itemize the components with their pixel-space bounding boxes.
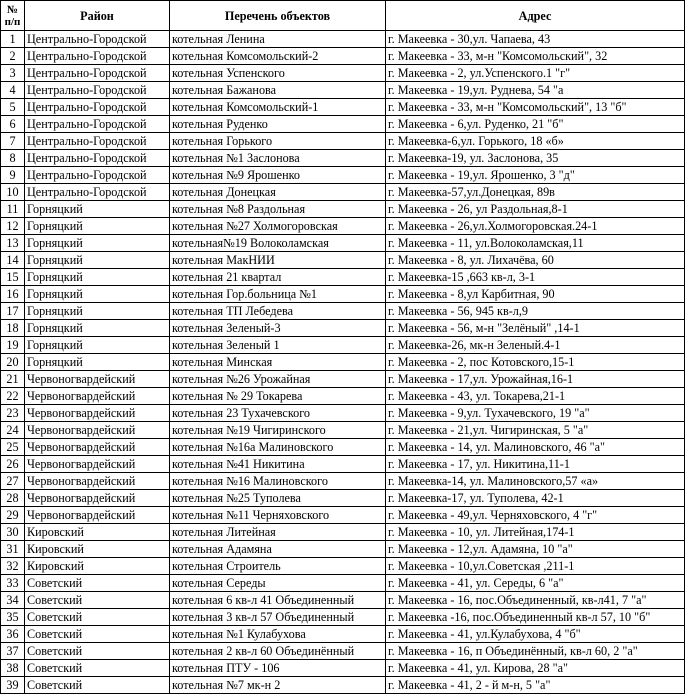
row-number: 23 [1,405,25,422]
row-object: котельная 2 кв-л 60 Объединённый [170,643,386,660]
row-object: котельная Литейная [170,524,386,541]
table-row [1,422,685,439]
row-address: г. Макеевка - 26,ул.Холмогоровская.24-1 [386,218,685,235]
row-district: Червоногвардейский [25,388,170,405]
row-district: Горняцкий [25,218,170,235]
row-address: г. Макеевка-15 ,663 кв-л, 3-1 [386,269,685,286]
row-number: 10 [1,184,25,201]
row-address: г. Макеевка - 14, ул. Малиновского, 46 "а" [386,439,685,456]
row-address: г. Макеевка - 16, п Объединённый, кв-л 60, 2 "а" [386,643,685,660]
row-number: 16 [1,286,25,303]
row-address: г. Макеевка - 56, 945 кв-л,9 [386,303,685,320]
row-address: г. Макеевка-14, ул. Малиновского,57 «а» [386,473,685,490]
table-row [1,388,685,405]
header-address: Адрес [386,1,685,31]
row-object: котельная Гор.больница №1 [170,286,386,303]
row-district: Советский [25,626,170,643]
row-address: г. Макеевка-19, ул. Заслонова, 35 [386,150,685,167]
table-row [1,643,685,660]
row-district: Горняцкий [25,320,170,337]
row-object: котельная №1 Заслонова [170,150,386,167]
row-number: 4 [1,82,25,99]
row-number: 3 [1,65,25,82]
row-object: котельная Зеленый-3 [170,320,386,337]
row-number: 18 [1,320,25,337]
row-object: котельная Строитель [170,558,386,575]
row-district: Центрально-Городской [25,150,170,167]
row-address: г. Макеевка - 41, ул.Кулабухова, 4 "б" [386,626,685,643]
header-object: Перечень объектов [170,1,386,31]
row-district: Горняцкий [25,235,170,252]
table-row [1,303,685,320]
row-address: г. Макеевка - 10,ул.Советская ,211-1 [386,558,685,575]
row-number: 24 [1,422,25,439]
row-district: Червоногвардейский [25,405,170,422]
row-number: 28 [1,490,25,507]
row-address: г. Макеевка-26, мк-н Зеленый.4-1 [386,337,685,354]
row-district: Центрально-Городской [25,82,170,99]
row-address: г. Макеевка - 33, м-н "Комсомольский", 13 "б" [386,99,685,116]
row-object: котельная №11 Черняховского [170,507,386,524]
row-number: 5 [1,99,25,116]
row-object: котельная 6 кв-л 41 Объединенный [170,592,386,609]
row-number: 8 [1,150,25,167]
row-object: котельная №26 Урожайная [170,371,386,388]
row-object: котельная ПТУ - 106 [170,660,386,677]
row-number: 6 [1,116,25,133]
header-district: Район [25,1,170,31]
table-row [1,31,685,48]
row-object: котельная №16а Малиновского [170,439,386,456]
row-address: г. Макеевка - 21,ул. Чигиринская, 5 "а" [386,422,685,439]
row-number: 31 [1,541,25,558]
table-row [1,524,685,541]
row-address: г. Макеевка - 17,ул. Урожайная,16-1 [386,371,685,388]
table-row [1,405,685,422]
row-number: 20 [1,354,25,371]
row-number: 25 [1,439,25,456]
row-address: г. Макеевка - 10, ул. Литейная,174-1 [386,524,685,541]
row-district: Горняцкий [25,337,170,354]
table-row [1,235,685,252]
row-object: котельная МакНИИ [170,252,386,269]
row-district: Червоногвардейский [25,490,170,507]
table-row [1,150,685,167]
table-body [1,31,685,694]
row-object: котельная 23 Тухачевского [170,405,386,422]
row-address: г. Макеевка - 41, ул. Кирова, 28 "а" [386,660,685,677]
row-address: г. Макеевка-17, ул. Туполева, 42-1 [386,490,685,507]
row-district: Червоногвардейский [25,456,170,473]
row-district: Центрально-Городской [25,116,170,133]
table-row [1,133,685,150]
table-row [1,354,685,371]
row-object: котельная Середы [170,575,386,592]
table-row [1,82,685,99]
row-object: котельная №25 Туполева [170,490,386,507]
row-number: 34 [1,592,25,609]
row-number: 22 [1,388,25,405]
table-row [1,558,685,575]
row-address: г. Макеевка - 19,ул. Ярошенко, 3 "д" [386,167,685,184]
row-district: Центрально-Городской [25,31,170,48]
row-number: 35 [1,609,25,626]
row-object: котельная Горького [170,133,386,150]
row-object: котельная Адамяна [170,541,386,558]
row-number: 13 [1,235,25,252]
table-row [1,456,685,473]
table-row [1,167,685,184]
table-row [1,252,685,269]
row-object: котельная Комсомольский-1 [170,99,386,116]
row-number: 32 [1,558,25,575]
table-row [1,575,685,592]
table-row [1,473,685,490]
row-object: котельная №1 Кулабухова [170,626,386,643]
row-object: котельная 21 квартал [170,269,386,286]
row-district: Кировский [25,558,170,575]
header-number-line2: п/п [4,15,21,28]
row-number: 27 [1,473,25,490]
row-address: г. Макеевка - 41, 2 - й м-н, 5 "а" [386,677,685,694]
row-district: Кировский [25,541,170,558]
row-number: 37 [1,643,25,660]
table-row [1,592,685,609]
row-address: г. Макеевка - 11, ул.Волоколамская,11 [386,235,685,252]
row-number: 2 [1,48,25,65]
row-object: котельная №19 Чигиринского [170,422,386,439]
row-district: Горняцкий [25,201,170,218]
row-address: г. Макеевка - 17, ул. Никитина,11-1 [386,456,685,473]
table-row [1,99,685,116]
row-district: Центрально-Городской [25,99,170,116]
row-number: 17 [1,303,25,320]
row-district: Червоногвардейский [25,439,170,456]
row-number: 38 [1,660,25,677]
row-number: 26 [1,456,25,473]
row-number: 29 [1,507,25,524]
row-number: 39 [1,677,25,694]
table-row [1,541,685,558]
row-district: Советский [25,677,170,694]
row-district: Центрально-Городской [25,65,170,82]
row-address: г. Макеевка - 8,ул Карбитная, 90 [386,286,685,303]
row-district: Советский [25,609,170,626]
row-district: Центрально-Городской [25,167,170,184]
row-address: г. Макеевка-57,ул.Донецкая, 89в [386,184,685,201]
row-district: Червоногвардейский [25,507,170,524]
row-object: котельная Успенского [170,65,386,82]
row-object: котельная Бажанова [170,82,386,99]
table-row [1,269,685,286]
row-address: г. Макеевка - 26, ул Раздольная,8-1 [386,201,685,218]
row-number: 7 [1,133,25,150]
row-number: 15 [1,269,25,286]
table-row [1,609,685,626]
row-object: котельная ТП Лебедева [170,303,386,320]
header-number-line1: № [6,3,19,16]
row-address: г. Макеевка - 43, ул. Токарева,21-1 [386,388,685,405]
table-row [1,660,685,677]
table-row [1,626,685,643]
row-district: Горняцкий [25,286,170,303]
row-district: Советский [25,643,170,660]
row-object: котельная Руденко [170,116,386,133]
row-number: 21 [1,371,25,388]
row-object: котельная №7 мк-н 2 [170,677,386,694]
row-object: котельная Зеленый 1 [170,337,386,354]
row-object: котельная №9 Ярошенко [170,167,386,184]
row-address: г. Макеевка - 12,ул. Адамяна, 10 "а" [386,541,685,558]
row-district: Советский [25,592,170,609]
row-object: котельная № 29 Токарева [170,388,386,405]
row-district: Центрально-Городской [25,48,170,65]
row-district: Горняцкий [25,354,170,371]
row-district: Червоногвардейский [25,473,170,490]
row-object: котельная 3 кв-л 57 Объединенный [170,609,386,626]
table-row [1,677,685,694]
row-district: Советский [25,575,170,592]
table-row [1,201,685,218]
table-row [1,320,685,337]
table-row [1,184,685,201]
row-address: г. Макеевка -16, пос.Объединенный кв-л 57, 10 "б" [386,609,685,626]
table-row [1,48,685,65]
table-row [1,218,685,235]
table-row [1,65,685,82]
row-district: Центрально-Городской [25,184,170,201]
row-address: г. Макеевка - 33, м-н "Комсомольский", 32 [386,48,685,65]
row-district: Червоногвардейский [25,422,170,439]
row-address: г. Макеевка - 56, м-н "Зелёный" ,14-1 [386,320,685,337]
row-district: Кировский [25,524,170,541]
row-number: 33 [1,575,25,592]
row-number: 11 [1,201,25,218]
row-object: котельная Донецкая [170,184,386,201]
table-row [1,490,685,507]
row-number: 9 [1,167,25,184]
row-district: Горняцкий [25,303,170,320]
row-address: г. Макеевка - 41, ул. Середы, 6 "а" [386,575,685,592]
row-object: котельная №27 Холмогоровская [170,218,386,235]
row-object: котельная №41 Никитина [170,456,386,473]
row-district: Центрально-Городской [25,133,170,150]
row-number: 36 [1,626,25,643]
row-object: котельная Минская [170,354,386,371]
row-address: г. Макеевка - 9,ул. Тухачевского, 19 "а" [386,405,685,422]
table-row [1,507,685,524]
row-object: котельная№19 Волоколамская [170,235,386,252]
row-district: Горняцкий [25,252,170,269]
row-address: г. Макеевка - 8, ул. Лихачёва, 60 [386,252,685,269]
row-object: котельная Ленина [170,31,386,48]
row-address: г. Макеевка - 49,ул. Черняховского, 4 "г" [386,507,685,524]
table-row [1,337,685,354]
row-object: котельная Комсомольский-2 [170,48,386,65]
row-district: Советский [25,660,170,677]
table-row [1,116,685,133]
row-address: г. Макеевка - 30,ул. Чапаева, 43 [386,31,685,48]
row-object: котельная №16 Малиновского [170,473,386,490]
row-address: г. Макеевка - 2, пос Котовского,15-1 [386,354,685,371]
table-row [1,371,685,388]
table-row [1,286,685,303]
row-number: 12 [1,218,25,235]
row-number: 1 [1,31,25,48]
row-object: котельная №8 Раздольная [170,201,386,218]
table-header-row [1,1,685,31]
row-address: г. Макеевка - 19,ул. Руднева, 54 "а [386,82,685,99]
row-district: Горняцкий [25,269,170,286]
row-address: г. Макеевка - 6,ул. Руденко, 21 "б" [386,116,685,133]
row-address: г. Макеевка - 2, ул.Успенского.1 "г" [386,65,685,82]
header-number [1,1,25,31]
row-number: 30 [1,524,25,541]
row-address: г. Макеевка-6,ул. Горького, 18 «б» [386,133,685,150]
table-row [1,439,685,456]
row-address: г. Макеевка - 16, пос.Объединенный, кв-л41, 7 "а" [386,592,685,609]
row-number: 14 [1,252,25,269]
row-district: Червоногвардейский [25,371,170,388]
row-number: 19 [1,337,25,354]
